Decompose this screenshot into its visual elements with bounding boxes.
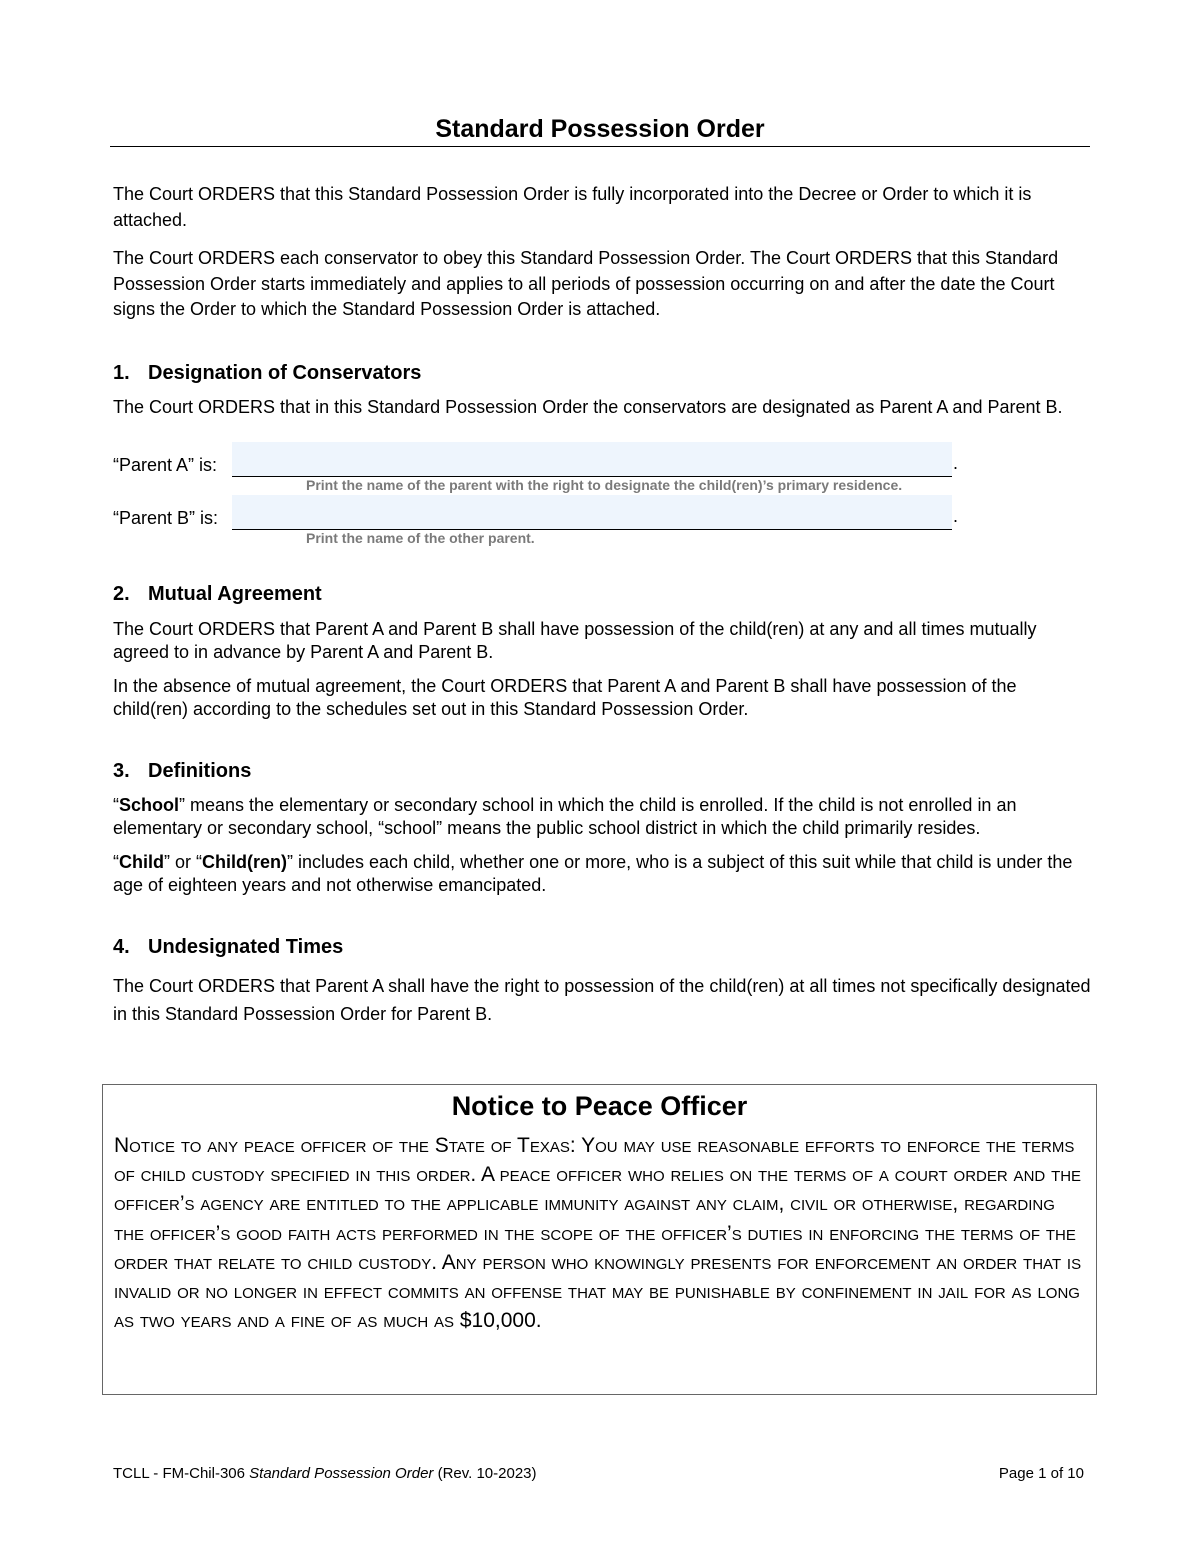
definition-school <box>113 794 1093 840</box>
section-number: 3. <box>113 760 130 782</box>
parent-b-name-field[interactable] <box>232 495 952 530</box>
quote-mark: “ <box>113 795 119 815</box>
page-title: Standard Possession Order <box>435 115 765 143</box>
intro-paragraph-2: The Court ORDERS each conservator to obey this Standard Possession Order. The Court ORDERS that this Standard Possession Order starts immediately and applies to all periods of possession occurring on and after the date the Court signs the Order to which the Standard Possession Order is attached. <box>113 248 1059 319</box>
section-2-heading <box>113 581 322 607</box>
section-4-heading <box>113 934 343 960</box>
form-id: TCLL - FM-Chil-306 <box>113 1465 250 1482</box>
section-number: 2. <box>113 583 130 605</box>
form-title: Standard Possession Order <box>249 1465 434 1482</box>
title-divider <box>110 146 1090 147</box>
section-2-paragraph-2: In the absence of mutual agreement, the Court ORDERS that Parent A and Parent B shall have possession of the child(ren) according to the schedules set out in this Standard Possession Order. <box>113 676 1017 719</box>
intro-paragraph-1: The Court ORDERS that this Standard Possession Order is fully incorporated into the Decree or Order to which it is attached. <box>113 184 1032 230</box>
form-revision: (Rev. 10-2023) <box>433 1465 537 1482</box>
parent-a-label <box>113 453 217 477</box>
parent-b-label <box>113 506 218 530</box>
definition-text: means the elementary or secondary school in which the child is enrolled. If the child is not enrolled in an elementary or secondary school, “school” means the public school district in which the child primarily resides. <box>113 795 1017 838</box>
quote-mark: ” <box>287 852 293 872</box>
section-title: Mutual Agreement <box>148 583 322 605</box>
section-4-paragraph: The Court ORDERS that Parent A shall have the right to possession of the child(ren) at all times not specifically designated in this Standard Possession Order for Parent B. <box>113 976 1091 1024</box>
quote-mark: ” or “ <box>164 852 202 872</box>
section-3-heading <box>113 758 251 784</box>
field-label: “Parent A” is: <box>113 455 218 475</box>
section-number: 4. <box>113 936 130 958</box>
definition-child <box>113 851 1093 897</box>
section-1-paragraph: The Court ORDERS that in this Standard Possession Order the conservators are designated as Parent A and Parent B. <box>113 397 1063 417</box>
defined-term: Child(ren) <box>202 852 287 872</box>
section-2-paragraph-1: The Court ORDERS that Parent A and Parent B shall have possession of the child(ren) at any and all times mutually agreed to in advance by Parent A and Parent B. <box>113 619 1037 662</box>
section-1-heading <box>113 360 421 386</box>
section-number: 1. <box>113 362 130 384</box>
parent-b-hint: Print the name of the other parent. <box>306 530 535 546</box>
defined-term: Child <box>119 852 164 872</box>
quote-mark: ” <box>179 795 186 815</box>
footer-form-info <box>113 1464 537 1484</box>
quote-mark: “ <box>113 852 119 872</box>
field-label: “Parent B” is: <box>113 508 219 528</box>
section-title: Undesignated Times <box>148 936 344 958</box>
field-period: . <box>953 506 959 526</box>
section-title: Definitions <box>148 760 252 782</box>
field-period: . <box>953 453 959 473</box>
page-number: Page 1 of 10 <box>998 1465 1084 1482</box>
peace-officer-notice-box <box>102 1084 1097 1395</box>
definition-text: includes each child, whether one or more, who is a subject of this suit while that child is under the age of eighteen years and not otherwise emancipated. <box>113 852 1073 895</box>
defined-term: School <box>119 795 180 815</box>
notice-body: Notice to any peace officer of the State of Texas: You may use reasonable efforts to enforce the terms of child custody specified in this order. A peace officer who relies on the terms of a court order and the officer’s agency are entitled to the applicable immunity against any claim, civil or otherwise, regarding the officer’s good faith acts performed in the scope of the officer’s duties in enforcing the terms of the order that relate to child custody. Any person who knowingly presents for enforcement an order that is invalid or no longer in effect commits an offense that may be punishable by confinement in jail for as long as two years and a fine of as much as $10,000. <box>114 1134 1082 1333</box>
parent-a-hint: Print the name of the parent with the right to designate the child(ren)’s primary residence. <box>306 477 903 493</box>
parent-a-name-field[interactable] <box>232 442 952 477</box>
notice-title: Notice to Peace Officer <box>451 1091 748 1121</box>
section-title: Designation of Conservators <box>148 362 422 384</box>
